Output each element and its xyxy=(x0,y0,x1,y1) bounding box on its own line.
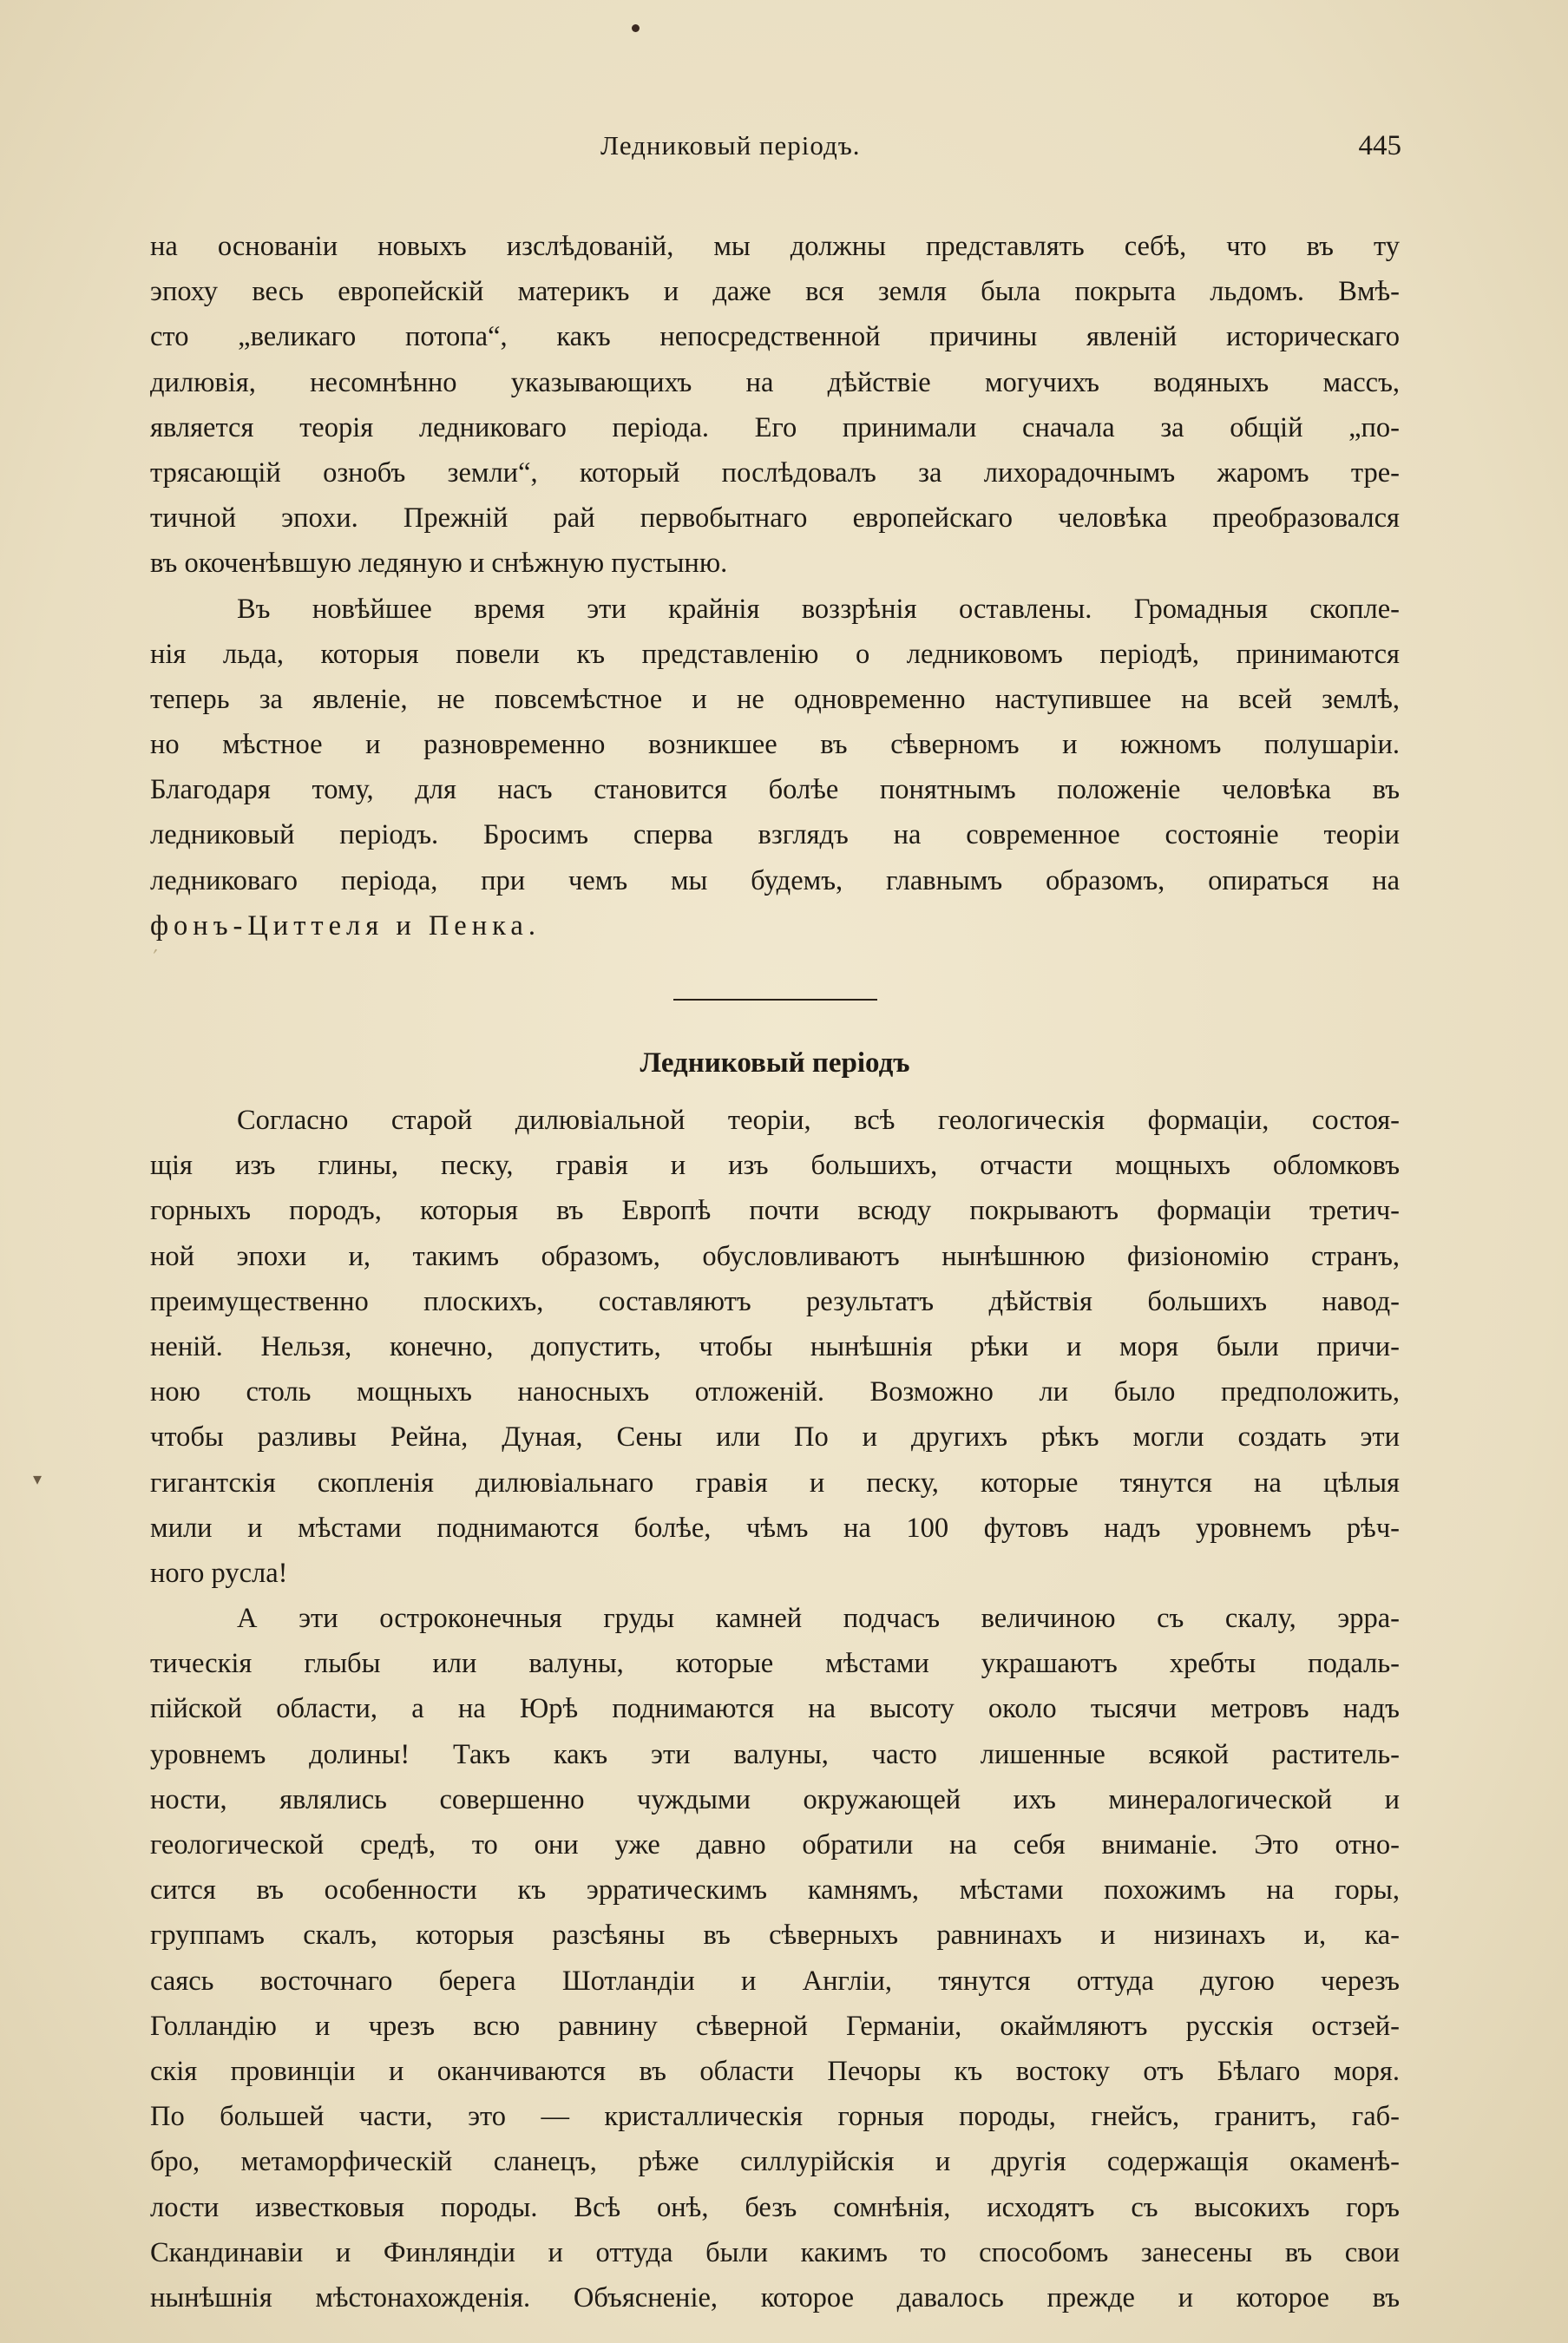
text-line: гигантскія скопленія дилювіальнаго гравія и песку, которые тянутся на цѣлыя xyxy=(150,1467,1400,1499)
text-line: тичной эпохи. Прежній рай первобытнаго европейскаго человѣка преобразовался xyxy=(150,502,1400,535)
text-line: А эти остроконечныя груды камней подчасъ величиною съ скалу, эрра- xyxy=(237,1603,1400,1635)
body-text xyxy=(150,224,1400,2320)
paragraph-2 xyxy=(150,587,1400,949)
text-line: Скандинавіи и Финляндіи и оттуда были какимъ то способомъ занесены въ свои xyxy=(150,2236,1400,2268)
text-line: преимущественно плоскихъ, составляютъ результатъ дѣйствія большихъ навод- xyxy=(150,1285,1400,1317)
text-line: тическія глыбы или валуны, которые мѣстами украшаютъ хребты подаль- xyxy=(150,1648,1400,1680)
pencil-tick-mark: ʹ xyxy=(148,943,161,967)
running-head: Ледниковый періодъ. xyxy=(600,130,861,161)
text-line: является теорія ледниковаго періода. Его принимали сначала за общій „по- xyxy=(150,411,1400,443)
text-line: щія изъ глины, песку, гравія и изъ большихъ, отчасти мощныхъ обломковъ xyxy=(150,1150,1400,1182)
text-line: уровнемъ долины! Такъ какъ эти валуны, часто лишенные всякой раститель- xyxy=(150,1738,1400,1770)
paragraph-3 xyxy=(150,1098,1400,1596)
text-line: сто „великаго потопа“, какъ непосредственной причины явленій историческаго xyxy=(150,321,1400,353)
text-line: геологической средѣ, то они уже давно обратили на себя вниманіе. Это отно- xyxy=(150,1829,1400,1861)
text-line: нія льда, которыя повели къ представленію о ледниковомъ періодѣ, принимаются xyxy=(150,638,1400,670)
text-line: ного русла! xyxy=(150,1557,288,1589)
text-line: дилювія, несомнѣнно указывающихъ на дѣйствіе могучихъ водяныхъ массъ, xyxy=(150,366,1400,398)
section-title: Ледниковый періодъ xyxy=(640,1047,910,1079)
text-line: группамъ скалъ, которыя разсѣяны въ сѣверныхъ равнинахъ и низинахъ и, ка- xyxy=(150,1920,1400,1952)
text-line: въ окоченѣвшую ледяную и снѣжную пустыню. xyxy=(150,548,728,580)
text-line: Голландію и чрезъ всю равнину сѣверной Германіи, окаймляютъ русскія остзей- xyxy=(150,2010,1400,2042)
text-line: теперь за явленіе, не повсемѣстное и не одновременно наступившее на всей землѣ, xyxy=(150,683,1400,715)
text-line: эпоху весь европейскій материкъ и даже вся земля была покрыта льдомъ. Вмѣ- xyxy=(150,276,1400,308)
text-line: бро, метаморфическій сланецъ, рѣже силлурійскія и другія содержащія окаменѣ- xyxy=(150,2146,1400,2178)
text-line: ности, являлись совершенно чуждыми окружающей ихъ минералогической и xyxy=(150,1783,1400,1815)
text-line: неній. Нельзя, конечно, допустить, чтобы нынѣшнія рѣки и моря были причи- xyxy=(150,1330,1400,1362)
text-line: ледниковаго періода, при чемъ мы будемъ, главнымъ образомъ, опираться на xyxy=(150,864,1400,896)
text-line: мили и мѣстами поднимаются болѣе, чѣмъ на 100 футовъ надъ уровнемъ рѣч- xyxy=(150,1512,1400,1544)
paragraph-1 xyxy=(150,224,1400,587)
text-line: пійской области, а на Юрѣ поднимаются на высоту около тысячи метровъ надъ xyxy=(150,1693,1400,1725)
text-line: фонъ-Циттеля и Пенка. xyxy=(150,909,541,942)
text-line: ледниковый періодъ. Бросимъ сперва взглядъ на современное состояніе теоріи xyxy=(150,819,1400,851)
text-line: ною столь мощныхъ наносныхъ отложеній. Возможно ли было предположить, xyxy=(150,1376,1400,1408)
text-line: но мѣстное и разновременно возникшее въ сѣверномъ и южномъ полушаріи. xyxy=(150,729,1400,761)
text-line: Согласно старой дилювіальной теоріи, всѣ геологическія формаціи, состоя- xyxy=(237,1105,1400,1136)
text-line: Въ новѣйшее время эти крайнія воззрѣнія оставлены. Громадныя скопле- xyxy=(237,593,1400,625)
text-line: скія провинціи и оканчиваются въ области Печоры къ востоку отъ Бѣлаго моря. xyxy=(150,2055,1400,2087)
text-line: саясь восточнаго берега Шотландіи и Англіи, тянутся оттуда дугою черезъ xyxy=(150,1965,1400,1997)
ink-spot xyxy=(632,24,640,32)
text-line: чтобы разливы Рейна, Дуная, Сены или По и другихъ рѣкъ могли создать эти xyxy=(150,1421,1400,1454)
section-divider xyxy=(673,999,877,1001)
text-line: ной эпохи и, такимъ образомъ, обусловливаютъ нынѣшнюю физіономію странъ, xyxy=(150,1240,1400,1272)
text-line: По большей части, это — кристаллическія горныя породы, гнейсъ, гранитъ, габ- xyxy=(150,2101,1400,2133)
text-line: трясающій ознобъ земли“, который послѣдовалъ за лихорадочнымъ жаромъ тре- xyxy=(150,456,1400,489)
text-line: лости известковыя породы. Всѣ онѣ, безъ сомнѣнія, исходятъ съ высокихъ горъ xyxy=(150,2191,1400,2223)
page-header xyxy=(148,130,1401,174)
paragraph-4 xyxy=(150,1596,1400,2320)
text-line: на основаніи новыхъ изслѣдованій, мы должны представлять себѣ, что въ ту xyxy=(150,231,1400,262)
page-number: 445 xyxy=(1358,130,1401,161)
text-line: Благодаря тому, для насъ становится болѣе понятнымъ положеніе человѣка въ xyxy=(150,774,1400,806)
margin-arrow-mark: ▾ xyxy=(33,1470,43,1489)
text-line: горныхъ породъ, которыя въ Европѣ почти всюду покрываютъ формаціи третич- xyxy=(150,1195,1400,1227)
text-line: нынѣшнія мѣстонахожденія. Объясненіе, которое давалось прежде и которое въ xyxy=(150,2281,1400,2313)
text-line: сится въ особенности къ эрратическимъ камнямъ, мѣстами похожимъ на горы, xyxy=(150,1874,1400,1907)
